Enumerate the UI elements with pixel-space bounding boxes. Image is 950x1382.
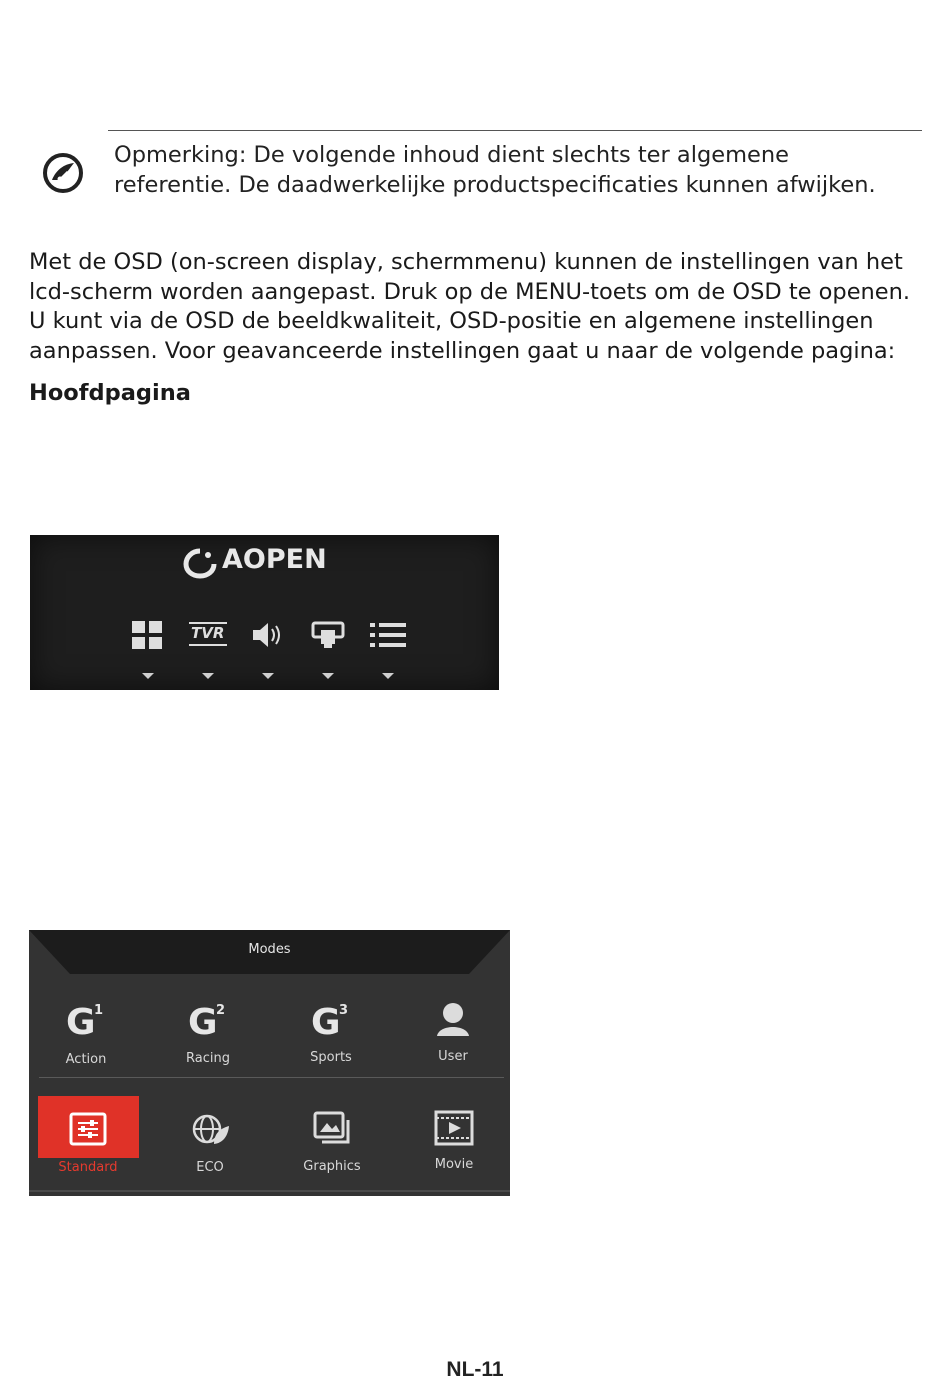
- osd-main-screenshot: [30, 535, 499, 690]
- svg-text:3: 3: [339, 1003, 349, 1018]
- mode-racing[interactable]: [153, 1000, 263, 1080]
- mode-label: Racing: [186, 1051, 230, 1066]
- chevron-down-icon: [382, 673, 394, 679]
- note-divider: [108, 130, 922, 131]
- mode-label: Graphics: [303, 1159, 361, 1174]
- tvr-icon[interactable]: [187, 618, 229, 652]
- intro-line: aanpassen. Voor geavanceerde instellingen gaat u naar de volgende pagina:: [29, 337, 896, 364]
- mode-label: User: [438, 1049, 468, 1064]
- intro-line: Met de OSD (on-screen display, schermmenu) kunnen de instellingen van het: [29, 249, 903, 275]
- page-number: NL-11: [446, 1358, 504, 1381]
- intro-line: U kunt via de OSD de beeldkwaliteit, OSD-positie en algemene instellingen: [29, 308, 874, 334]
- aopen-logo-text: AOPEN: [222, 544, 327, 575]
- osd-modes-screenshot: [29, 930, 510, 1196]
- mode-label: Movie: [434, 1157, 474, 1172]
- note-line: referentie. De daadwerkelijke productspecificaties kunnen afwijken.: [114, 172, 876, 198]
- note-text: [114, 140, 924, 200]
- mode-user[interactable]: [398, 1000, 508, 1080]
- mode-label: Sports: [310, 1050, 352, 1065]
- movie-icon: [434, 1110, 474, 1150]
- mode-label: ECO: [196, 1160, 224, 1175]
- mode-sports[interactable]: [276, 1000, 386, 1080]
- speaker-icon[interactable]: [250, 618, 286, 652]
- section-heading: Hoofdpagina: [29, 380, 191, 406]
- chevron-down-icon: [262, 673, 274, 679]
- eco-icon: [190, 1110, 230, 1150]
- g1-icon: [66, 1000, 106, 1040]
- user-icon: [433, 1000, 473, 1040]
- svg-text:1: 1: [94, 1003, 104, 1018]
- mode-standard[interactable]: [33, 1110, 143, 1190]
- svg-text:G: G: [311, 1002, 341, 1040]
- note-line: Opmerking: De volgende inhoud dient slechts ter algemene: [114, 142, 789, 168]
- g3-icon: [311, 1000, 351, 1040]
- bottom-line: [29, 1190, 510, 1192]
- acer-note-icon: [40, 150, 86, 196]
- mode-eco[interactable]: [155, 1110, 265, 1190]
- intro-paragraph: [29, 248, 929, 366]
- mode-action[interactable]: [31, 1000, 141, 1080]
- mode-graphics[interactable]: [277, 1110, 387, 1190]
- g2-icon: [188, 1000, 228, 1040]
- svg-text:G: G: [188, 1002, 218, 1040]
- intro-line: lcd-scherm worden aangepast. Druk op de MENU-toets om de OSD te openen.: [29, 278, 911, 305]
- chevron-down-icon: [322, 673, 334, 679]
- chevron-down-icon: [142, 673, 154, 679]
- svg-text:G: G: [66, 1002, 96, 1040]
- chevron-down-icon: [202, 673, 214, 679]
- menu-list-icon[interactable]: [368, 618, 408, 652]
- tvr-label: TVR: [191, 624, 225, 642]
- mode-label: Standard: [58, 1160, 118, 1175]
- mode-movie[interactable]: [399, 1110, 509, 1190]
- svg-text:2: 2: [216, 1003, 226, 1018]
- standard-icon: [68, 1110, 108, 1150]
- graphics-icon: [312, 1110, 352, 1150]
- input-icon[interactable]: [310, 618, 346, 652]
- modes-grid-icon[interactable]: [130, 618, 166, 652]
- modes-title: Modes: [248, 942, 291, 957]
- mode-label: Action: [65, 1052, 107, 1067]
